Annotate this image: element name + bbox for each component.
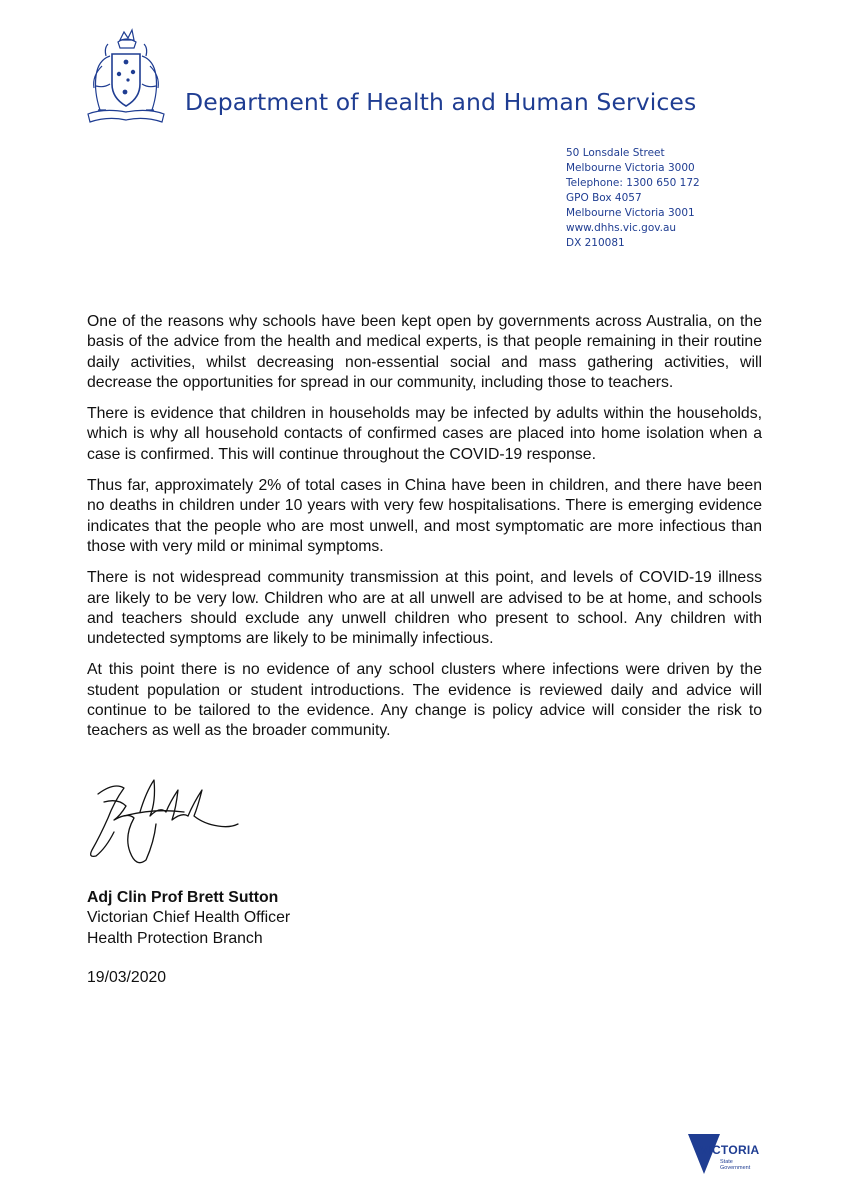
- handwritten-signature-icon: [84, 772, 244, 872]
- victoria-logo-subtitle-line1: State: [720, 1159, 733, 1165]
- victoria-logo-wordmark: VICTORIA: [700, 1143, 760, 1157]
- signatory-block: [87, 888, 290, 949]
- body-paragraph: One of the reasons why schools have been kept open by governments across Australia, on the basis of the advice from the health and medical experts, is that people remaining in their routine daily activities, whilst decreasing non-essential social and mass gathering activities, will decrease the opportunities for spread in our community, including those to teachers.: [87, 313, 762, 391]
- address-po-box: GPO Box 4057: [566, 192, 642, 204]
- signatory-name: Adj Clin Prof Brett Sutton: [87, 889, 279, 906]
- address-city: Melbourne Victoria 3000: [566, 162, 695, 174]
- address-street: 50 Lonsdale Street: [566, 147, 665, 159]
- department-name: Department of Health and Human Services: [185, 88, 697, 116]
- signatory-branch: Health Protection Branch: [87, 929, 263, 947]
- letter-date: 19/03/2020: [87, 969, 167, 986]
- body-paragraph: At this point there is no evidence of any school clusters where infections were driven by the student population or student introductions. The evidence is reviewed daily and advice will continue to be tailored to the evidence. Any change is policy advice will consider the risk to teachers as well as the broader community.: [87, 661, 762, 740]
- body-paragraph: There is evidence that children in households may be infected by adults within the households, which is why all household contacts of confirmed cases are placed into home isolation when a case is confirmed. This will continue throughout the COVID-19 response.: [87, 405, 762, 463]
- address-telephone: Telephone: 1300 650 172: [566, 177, 700, 189]
- signatory-title: Victorian Chief Health Officer: [87, 909, 291, 927]
- address-po-city: Melbourne Victoria 3001: [566, 207, 695, 219]
- address-block: [566, 146, 700, 251]
- address-website[interactable]: www.dhhs.vic.gov.au: [566, 222, 677, 234]
- victoria-logo-subtitle-line2: Government: [720, 1165, 751, 1171]
- victoria-logo-subtitle: [720, 1159, 750, 1171]
- address-dx: DX 210081: [566, 237, 625, 249]
- body-paragraph: There is not widespread community transmission at this point, and levels of COVID-19 illness are likely to be very low. Children who are at all unwell are advised to be at home, and schools and teachers should exclude any unwell children who present to school. Any children with undetected symptoms are likely to be minimally infectious.: [87, 569, 762, 648]
- coat-of-arms-icon: [84, 26, 168, 126]
- body-paragraph: Thus far, approximately 2% of total cases in China have been in children, and there have been no deaths in children under 10 years with very few hospitalisations. There is emerging evidence indicates that the people who are most unwell, and most symptomatic are more infectious than those with very mild or minimal symptoms.: [87, 477, 762, 555]
- letter-body: [87, 312, 762, 753]
